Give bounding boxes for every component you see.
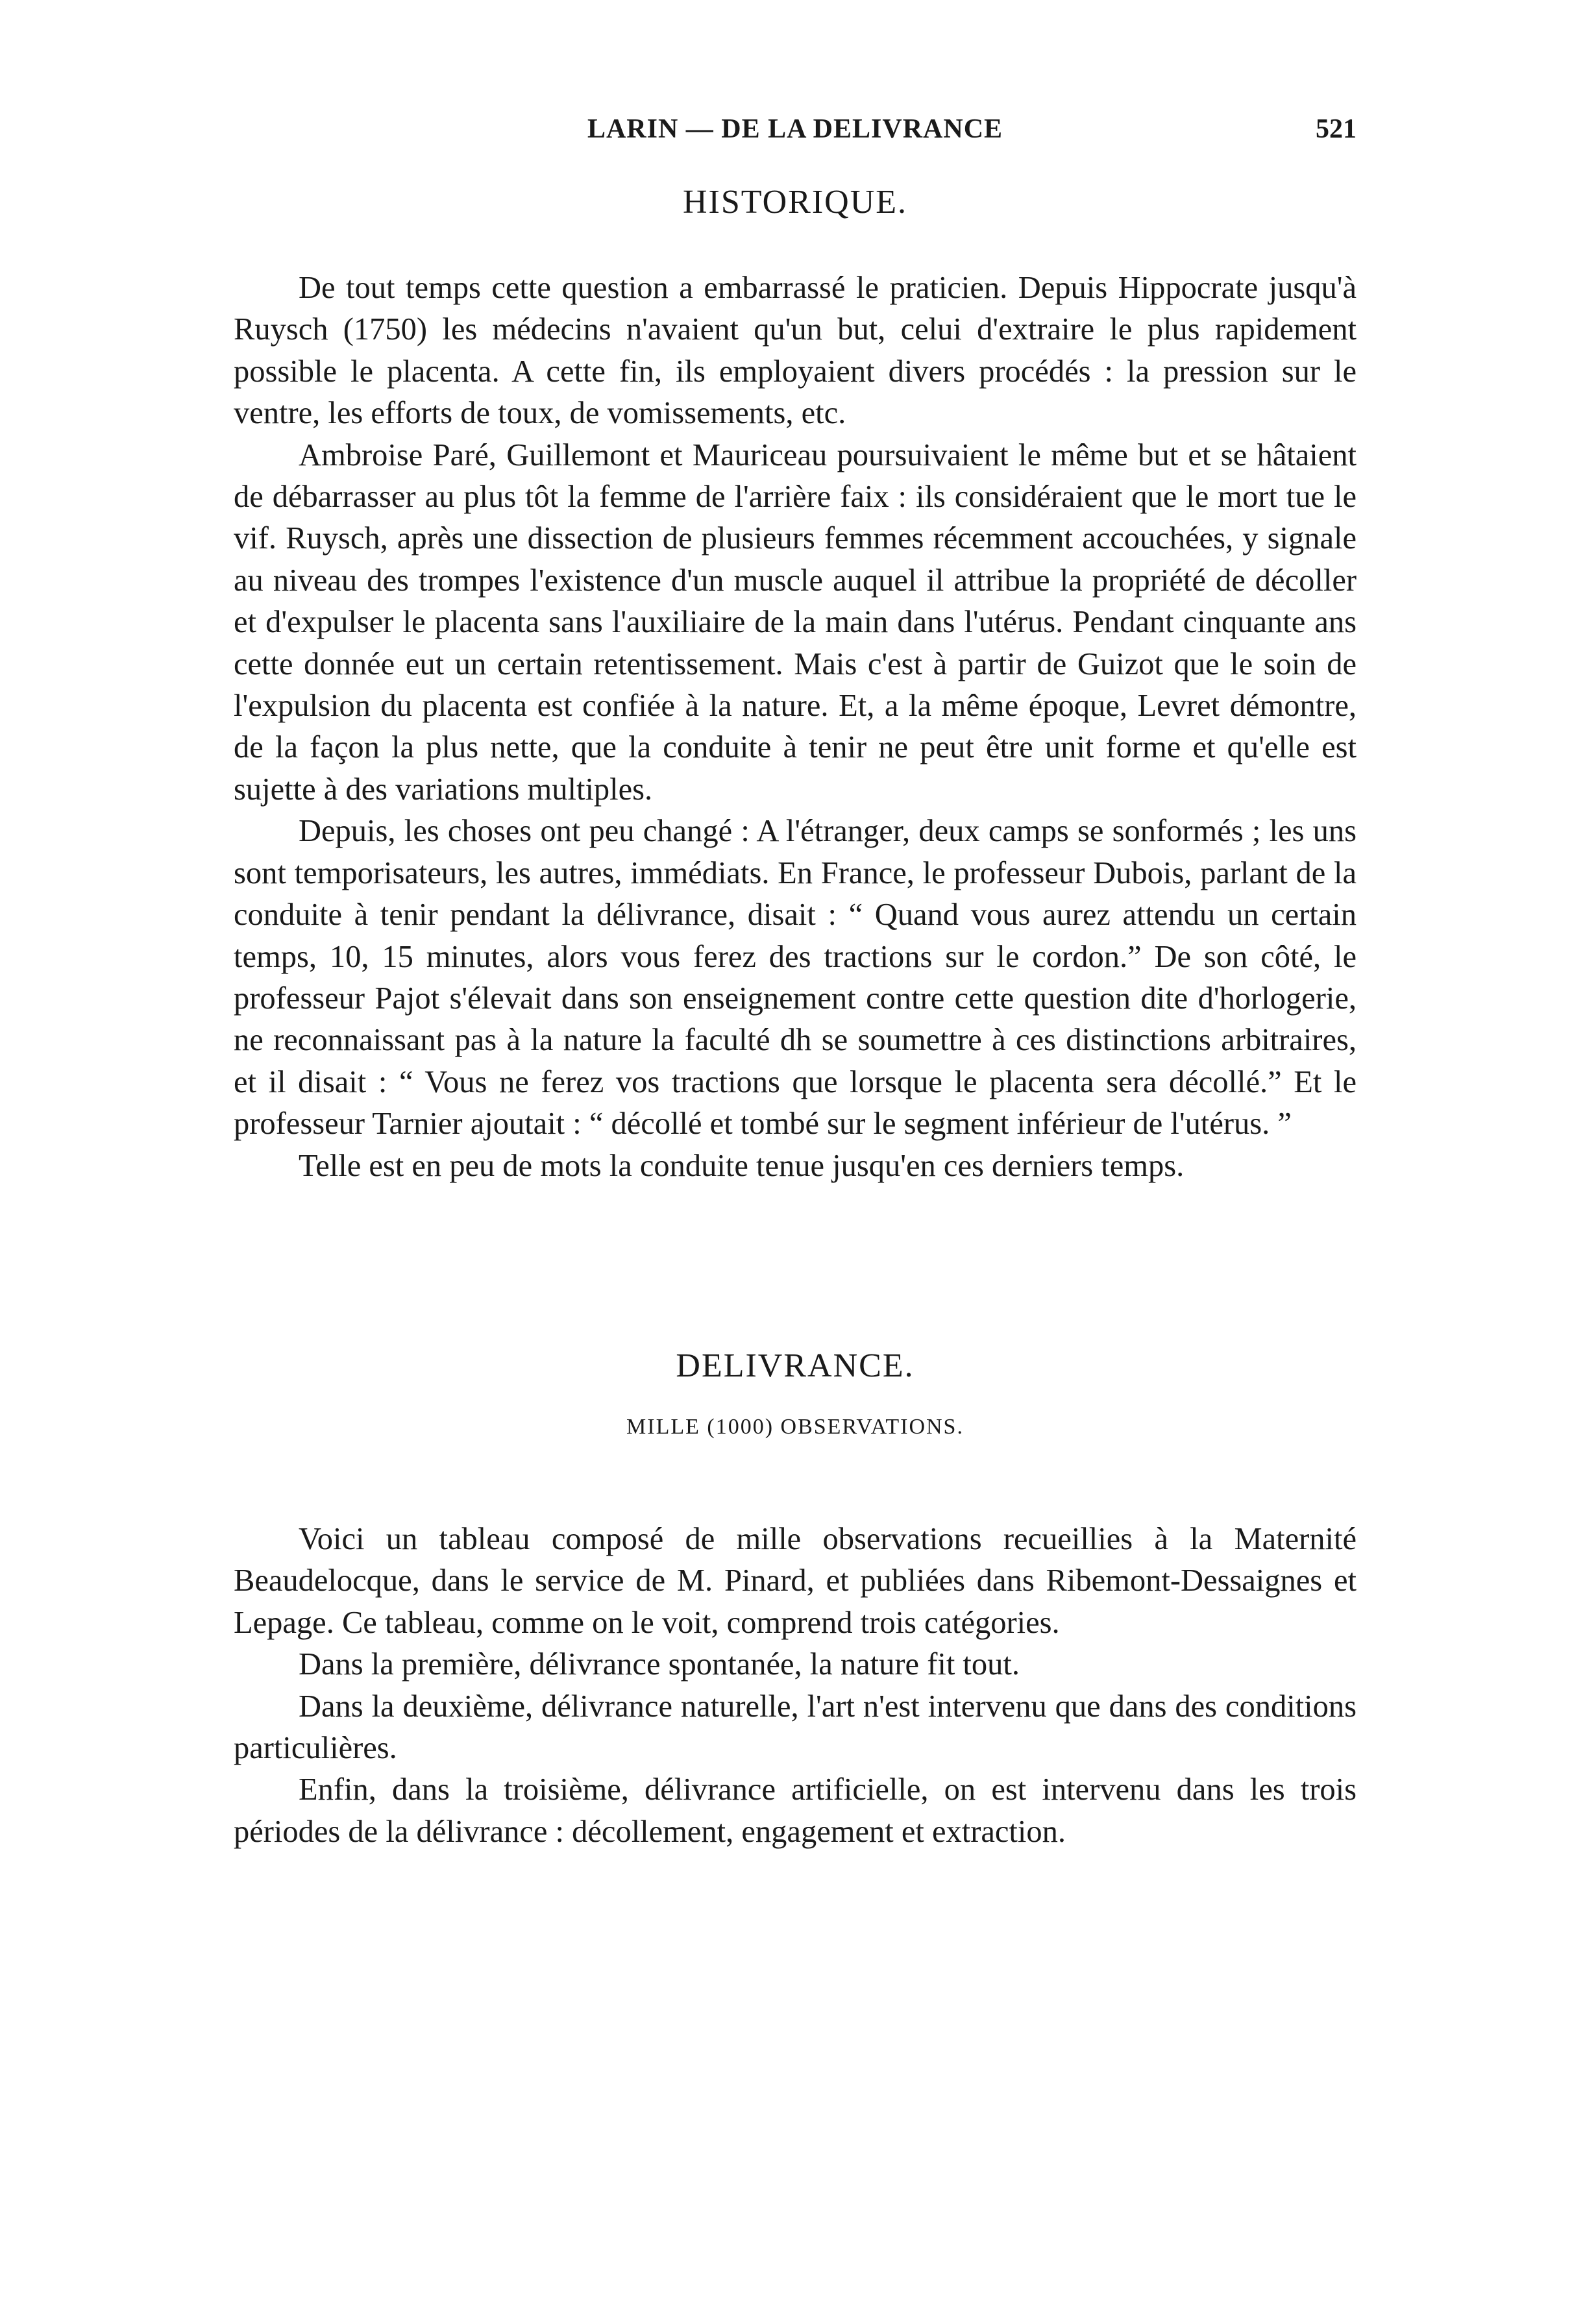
paragraph: De tout temps cette question a embarrassé le praticien. Depuis Hippocrate jusqu'à Ruysch (1750) les médecins n'avaient qu'un but, celui d'extraire le plus rapidement possible le placenta. A cette fin, ils employaient divers procédés : la pression sur le ventre, les efforts de toux, de vomissements, etc. bbox=[234, 271, 1357, 431]
paragraph: Ambroise Paré, Guillemont et Mauriceau poursuivaient le même but et se hâtaient de débarrasser au plus tôt la femme de l'arrière faix : ils considéraient que le mort tue le vif. Ruysch, après une dissection de plusieurs femmes récemment accouchées, y signale au niveau des trompes l'existence d'un muscle auquel il attribue la propriété de décoller et d'expulser le placenta sans l'auxiliaire de la main dans l'utérus. Pendant cinquante ans cette donnée eut un certain retentissement. Mais c'est à partir de Guizot que le soin de l'expulsion du placenta est confiée à la nature. Et, a la même époque, Levret démontre, de la façon la plus nette, que la conduite à tenir ne peut être unit forme et qu'elle est sujette à des variations multiples. bbox=[234, 437, 1357, 807]
paragraph: Dans la première, délivrance spontanée, la nature fit tout. bbox=[299, 1647, 1020, 1682]
paragraph: Enfin, dans la troisième, délivrance artificielle, on est intervenu dans les trois périodes de la délivrance : décollement, engagement et extraction. bbox=[234, 1772, 1357, 1849]
section-heading-historique: HISTORIQUE. bbox=[682, 184, 908, 221]
section-subheading-observations: MILLE (1000) OBSERVATIONS. bbox=[626, 1415, 964, 1439]
section-heading-delivrance: DELIVRANCE. bbox=[676, 1347, 915, 1384]
paragraph: Depuis, les choses ont peu changé : A l'étranger, deux camps se sonformés ; les uns sont temporisateurs, les autres, immédiats. En France, le professeur Dubois, parlant de la conduite à tenir pendant la délivrance, disait : “ Quand vous aurez attendu un certain temps, 10, 15 minutes, alors vous ferez des tractions sur le cordon.” De son côté, le professeur Pajot s'élevait dans son enseignement contre cette question dite d'horlogerie, ne reconnaissant pas à la nature la faculté dh se soumettre à ces distinctions arbitraires, et il disait : “ Vous ne ferez vos tractions que lorsque le placenta sera décollé.” Et le professeur Tarnier ajoutait : “ décollé et tombé sur le segment inférieur de l'utérus. ” bbox=[234, 814, 1357, 1142]
section-body-historique bbox=[234, 267, 1357, 1187]
running-head bbox=[234, 114, 1357, 165]
running-title: LARIN — DE LA DELIVRANCE bbox=[587, 114, 1003, 144]
paragraph: Voici un tableau composé de mille observations recueillies à la Maternité Beaudelocque, dans le service de M. Pinard, et publiées dans Ribemont-Dessaignes et Lepage. Ce tableau, comme on le voit, comprend trois catégories. bbox=[234, 1522, 1357, 1640]
section-body-delivrance bbox=[234, 1519, 1357, 1853]
paragraph: Telle est en peu de mots la conduite tenue jusqu'en ces derniers temps. bbox=[299, 1148, 1185, 1183]
page-number: 521 bbox=[1316, 114, 1357, 144]
paragraph: Dans la deuxième, délivrance naturelle, l'art n'est intervenu que dans des conditions particulières. bbox=[234, 1689, 1357, 1766]
